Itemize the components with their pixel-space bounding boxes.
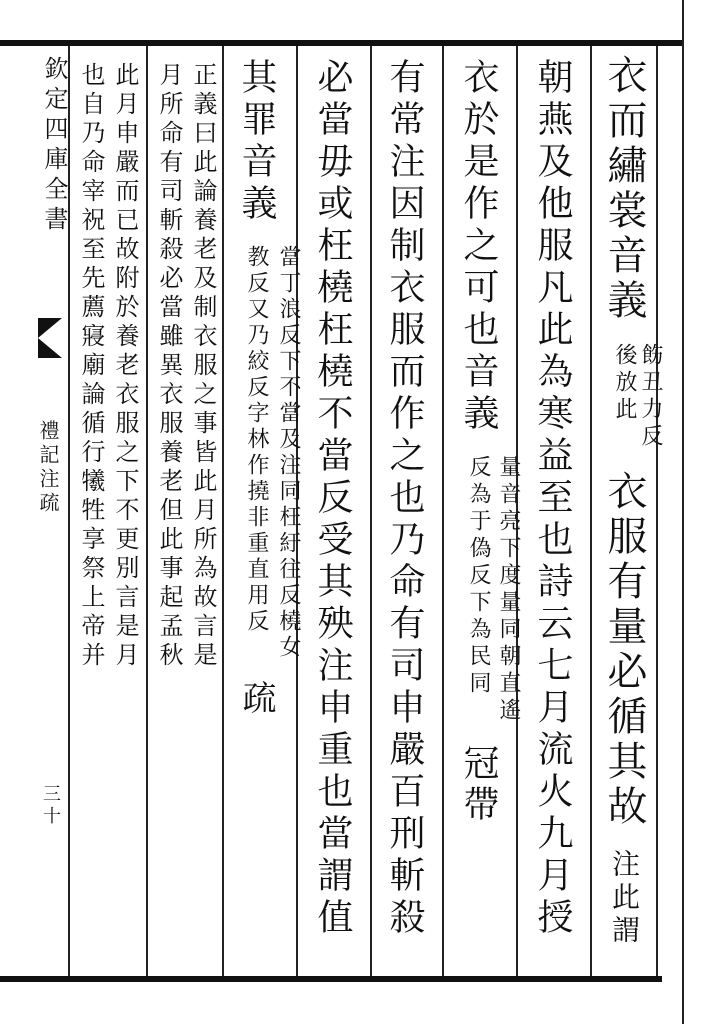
- book-title: 欽定四庫全書: [40, 56, 68, 236]
- section-title: 禮記注疏: [36, 420, 60, 516]
- main-text: 必當毋或枉橈枉橈不當反受其殃注申重也當謂值: [312, 58, 353, 940]
- annotation-line: 此月申嚴而已故附於養老衣服之下不更別言是月: [111, 62, 139, 671]
- main-text: 衣而繡裳音義: [601, 54, 647, 324]
- text-column-2: [524, 58, 580, 940]
- annotation-block: [463, 455, 523, 725]
- page-number: 三十: [40, 784, 61, 828]
- annotation-line: 後放此: [612, 343, 637, 424]
- main-text: 朝燕及他服凡此為寒益至也詩云七月流火九月授: [532, 58, 573, 940]
- column-rule: [590, 46, 592, 976]
- column-rule: [222, 46, 224, 976]
- main-text: 其罪音義: [236, 58, 277, 226]
- text-column-7: [152, 62, 220, 671]
- main-text: 疏: [236, 680, 276, 719]
- fish-tail-mark: [38, 318, 62, 358]
- text-column-8: [74, 62, 142, 671]
- main-text: 冠帶: [458, 744, 499, 826]
- column-rule: [442, 46, 444, 976]
- annotation-block: [611, 343, 663, 451]
- annotation-block: [74, 62, 142, 671]
- annotation-line: 飭丑力反: [638, 343, 663, 451]
- annotation-line: 反為于偽反下為民同: [466, 455, 491, 698]
- annotation-line: 正義曰此論養老及制衣服之事皆此月所為故言是: [189, 62, 217, 671]
- column-rule: [146, 46, 148, 976]
- page-right-edge: [682, 0, 719, 1024]
- text-column-6: [228, 58, 304, 719]
- annotation-line: 教反又乃絞反字林作撓非重直用反: [244, 245, 269, 635]
- top-border-rule: [0, 40, 719, 46]
- main-text: 衣服有量必循其故: [601, 470, 647, 830]
- annotation-line: 月所命有司斬殺必當雖異衣服養老但此事起孟秋: [155, 62, 183, 671]
- main-text: 注此謂: [608, 849, 641, 948]
- column-rule: [370, 46, 372, 976]
- text-column-4: [376, 58, 432, 940]
- annotation-block: [240, 245, 304, 661]
- bottom-border-rule: [0, 976, 662, 982]
- annotation-line: 當丁浪反下不當及注同枉紆往反橈女: [276, 245, 301, 661]
- text-column-1: [596, 54, 663, 948]
- annotation-line: 量音亮下度量同朝直遙: [496, 455, 521, 725]
- annotation-block: [152, 62, 220, 671]
- main-text: 衣於是作之可也音義: [458, 58, 499, 436]
- text-column-3: [450, 58, 523, 826]
- main-text: 有常注因制衣服而作之也乃命有司申嚴百刑斬殺: [384, 58, 425, 940]
- annotation-line: 也自乃命宰祝至先薦寢廟論循行犧牲享祭上帝并: [77, 62, 105, 671]
- text-column-5: [304, 58, 360, 940]
- column-rule: [68, 46, 70, 976]
